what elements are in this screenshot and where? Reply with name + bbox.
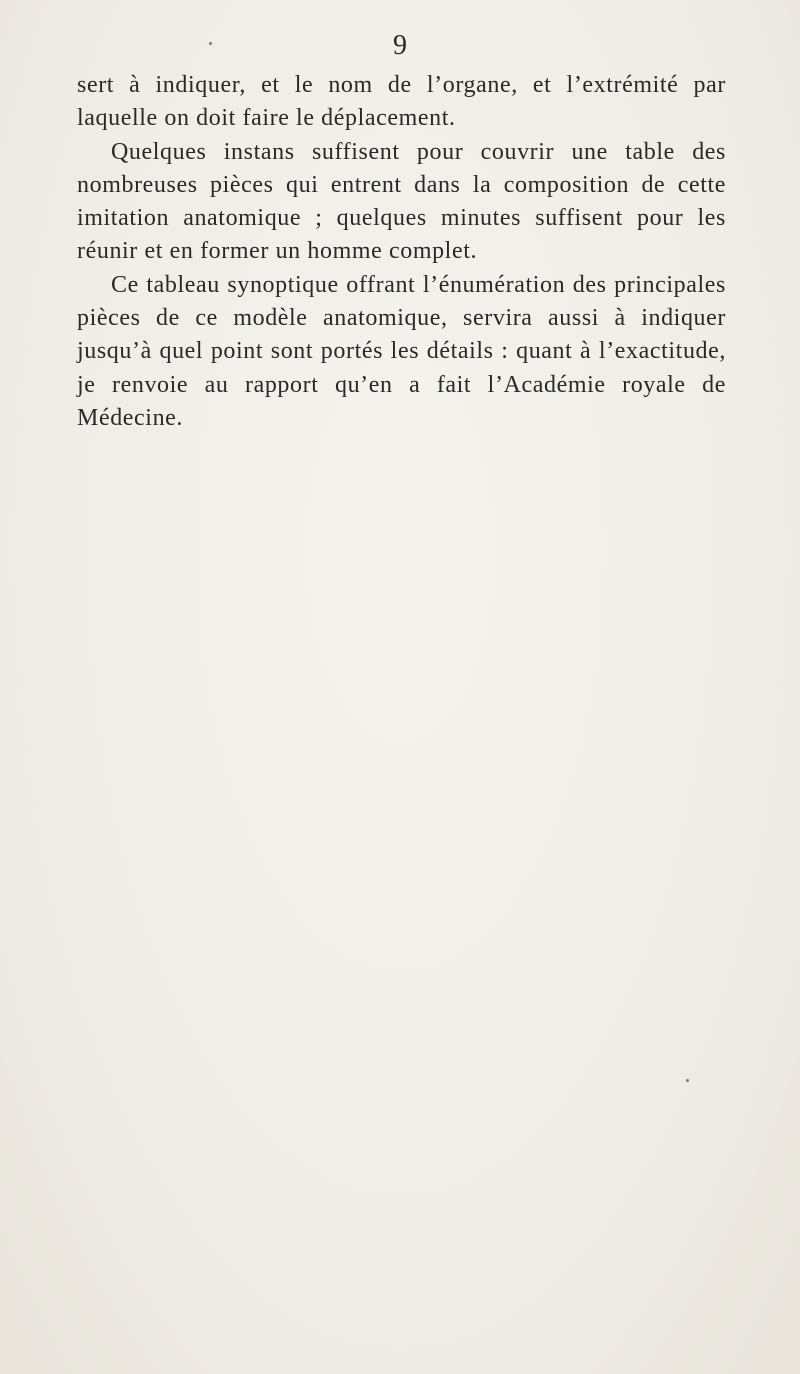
paragraph: Ce tableau synoptique offrant l’énumération des principales pièces de ce modèle anatomique, servira aussi à indiquer jusqu’à quel point sont portés les détails : quant à l’exactitude, je renvoie au rapport qu’en a fait l’Académie royale de Médecine. [77, 271, 726, 431]
print-speck [209, 42, 212, 45]
print-speck [686, 1079, 689, 1082]
body-text [77, 69, 726, 435]
paragraph: Quelques instans suffisent pour couvrir une table des nombreuses pièces qui entrent dans la composition de cette imitation anatomique ; quelques minutes suffisent pour les réunir et en former un homme complet. [77, 138, 726, 265]
page-number: 9 [393, 30, 407, 61]
paragraph-continuation: sert à indiquer, et le nom de l’organe, et l’extrémité par laquelle on doit faire le déplacement. [77, 72, 726, 132]
